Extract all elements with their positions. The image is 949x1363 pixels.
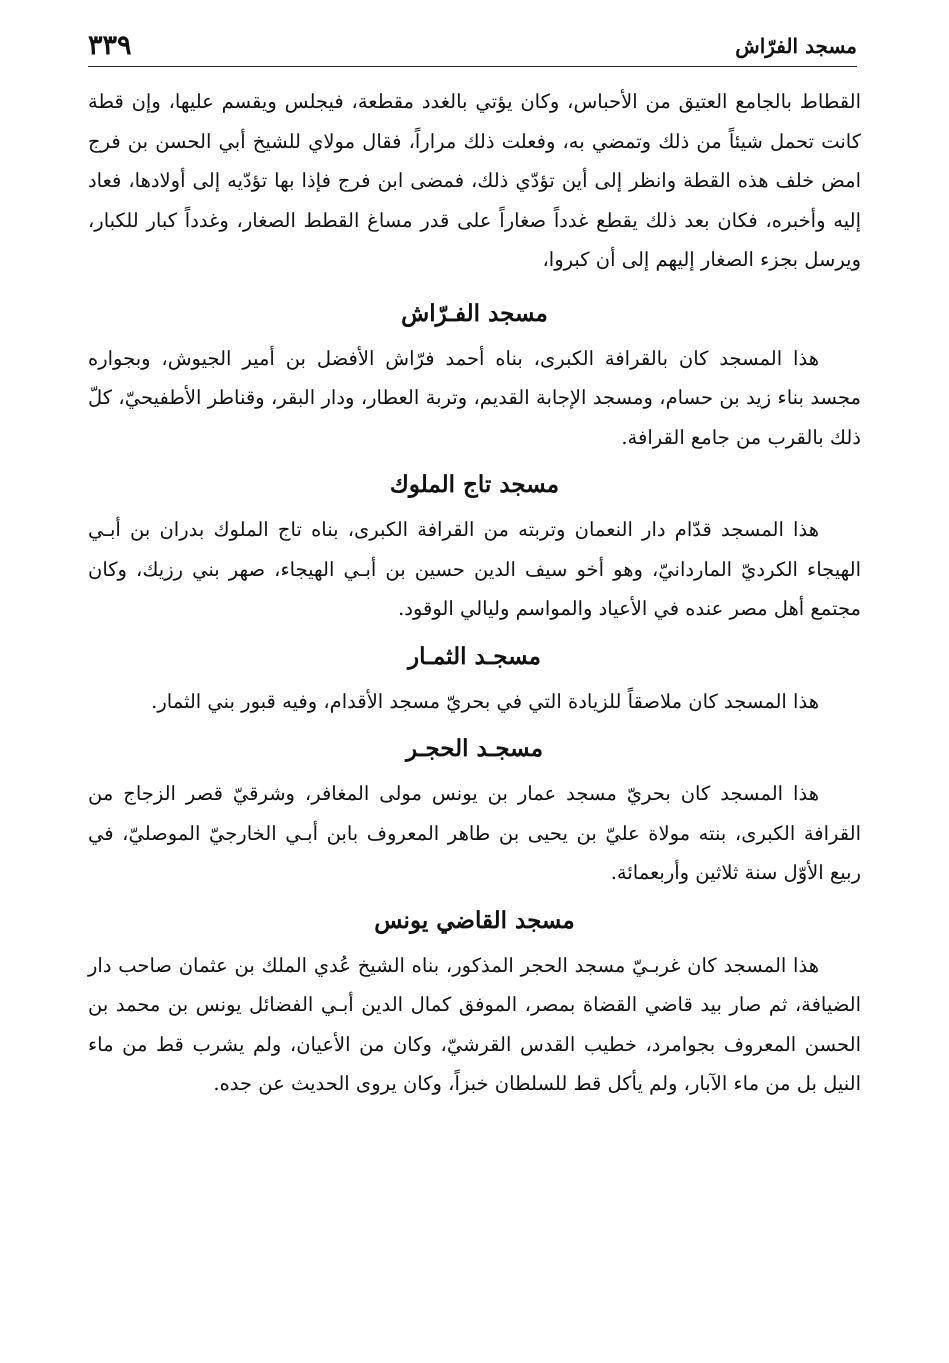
running-header [88, 30, 857, 67]
page-number: ٣٣٩ [88, 30, 132, 61]
section-text-thimar: هذا المسجد كان ملاصقاً للزيادة التي في بحريّ مسجد الأقدام، وفيه قبور بني الثمار. [151, 689, 819, 713]
section-title-hajar: مسجـد الحجـر [405, 735, 544, 762]
section-title-thimar: مسجـد الثمـار [408, 642, 541, 670]
section-text-hajar: هذا المسجد كان بحريّ مسجد عمار بن يونس مولى المغافر، وشرقيّ قصر الزجاج من القرافة الكبرى، بنته مولاة عليّ بن يحيى بن طاهر المعروف بابن أبـي الخارجيّ الموصليّ، في ربيع الأوّل سنة ثلاثين وأربعمائة. [88, 782, 861, 884]
section-title-taj-al-muluk: مسجد تاج الملوك [389, 471, 560, 498]
section-text-farrash: هذا المسجد كان بالقرافة الكبرى، بناه أحمد فرّاش الأفضل بن أمير الجيوش، وبجواره مجسد بناء زيد بن حسام، ومسجد الإجابة القديم، وتربة العطار، ودار البقر، وقناطر الأطفيحيّ، كلّ ذلك بالقرب من جامع القرافة. [88, 346, 861, 449]
section-text-qadi-yunus: هذا المسجد كان غربـيّ مسجد الحجر المذكور، بناه الشيخ عُدي الملك بن عثمان صاحب دار الضيافة، ثم صار بيد قاضي القضاة بمصر، الموفق كمال الدين أبـي الفضائل يونس بن محمد بن الحسن المعروف بجوامرد، خطيب القدس القرشيّ، وكان من الأعيان، ولم يشرب قط من ماء النيل بل من ماء الآبار، ولم يأكل قط للسلطان خبزاً، وكان يروى الحديث عن جده. [88, 953, 861, 1095]
running-title: مسجد الفرّاش [735, 34, 857, 58]
section-text-taj-al-muluk: هذا المسجد قدّام دار النعمان وتربته من القرافة الكبرى، بناه تاج الملوك بدران بن أبـي الهيجاء الكرديّ الماردانيّ، وهو أخو سيف الدين حسين بن أبـي الهيجاء، صهر بني رزيك، وكان مجتمع أهل مصر عنده في الأعياد والمواسم وليالي الوقود. [88, 518, 861, 620]
intro-paragraph: القطاط بالجامع العتيق من الأحباس، وكان يؤتي بالغدد مقطعة، فيجلس ويقسم عليها، وإن قطة كانت تحمل شيئاً من ذلك وتمضي به، وفعلت ذلك مراراً، فقال مولاي للشيخ أبي الحسن بن فرج امض خلف هذه القطة وانظر إلى أين تؤدّي ذلك، فمضى ابن فرج فإذا بها تؤدّيه إلى أولادها، فعاد إليه وأخبره، فكان بعد ذلك يقطع غدداً صغاراً على قدر مساغ القطط الصغار، وغدداً كبار للكبار، ويرسل بجزء الصغار إليهم إلى أن كبروا، [88, 90, 861, 271]
page-body [88, 82, 861, 1104]
section-title-qadi-yunus: مسجد القاضي يونس [374, 906, 575, 934]
section-title-farrash: مسجد الفـرّاش [401, 299, 548, 327]
